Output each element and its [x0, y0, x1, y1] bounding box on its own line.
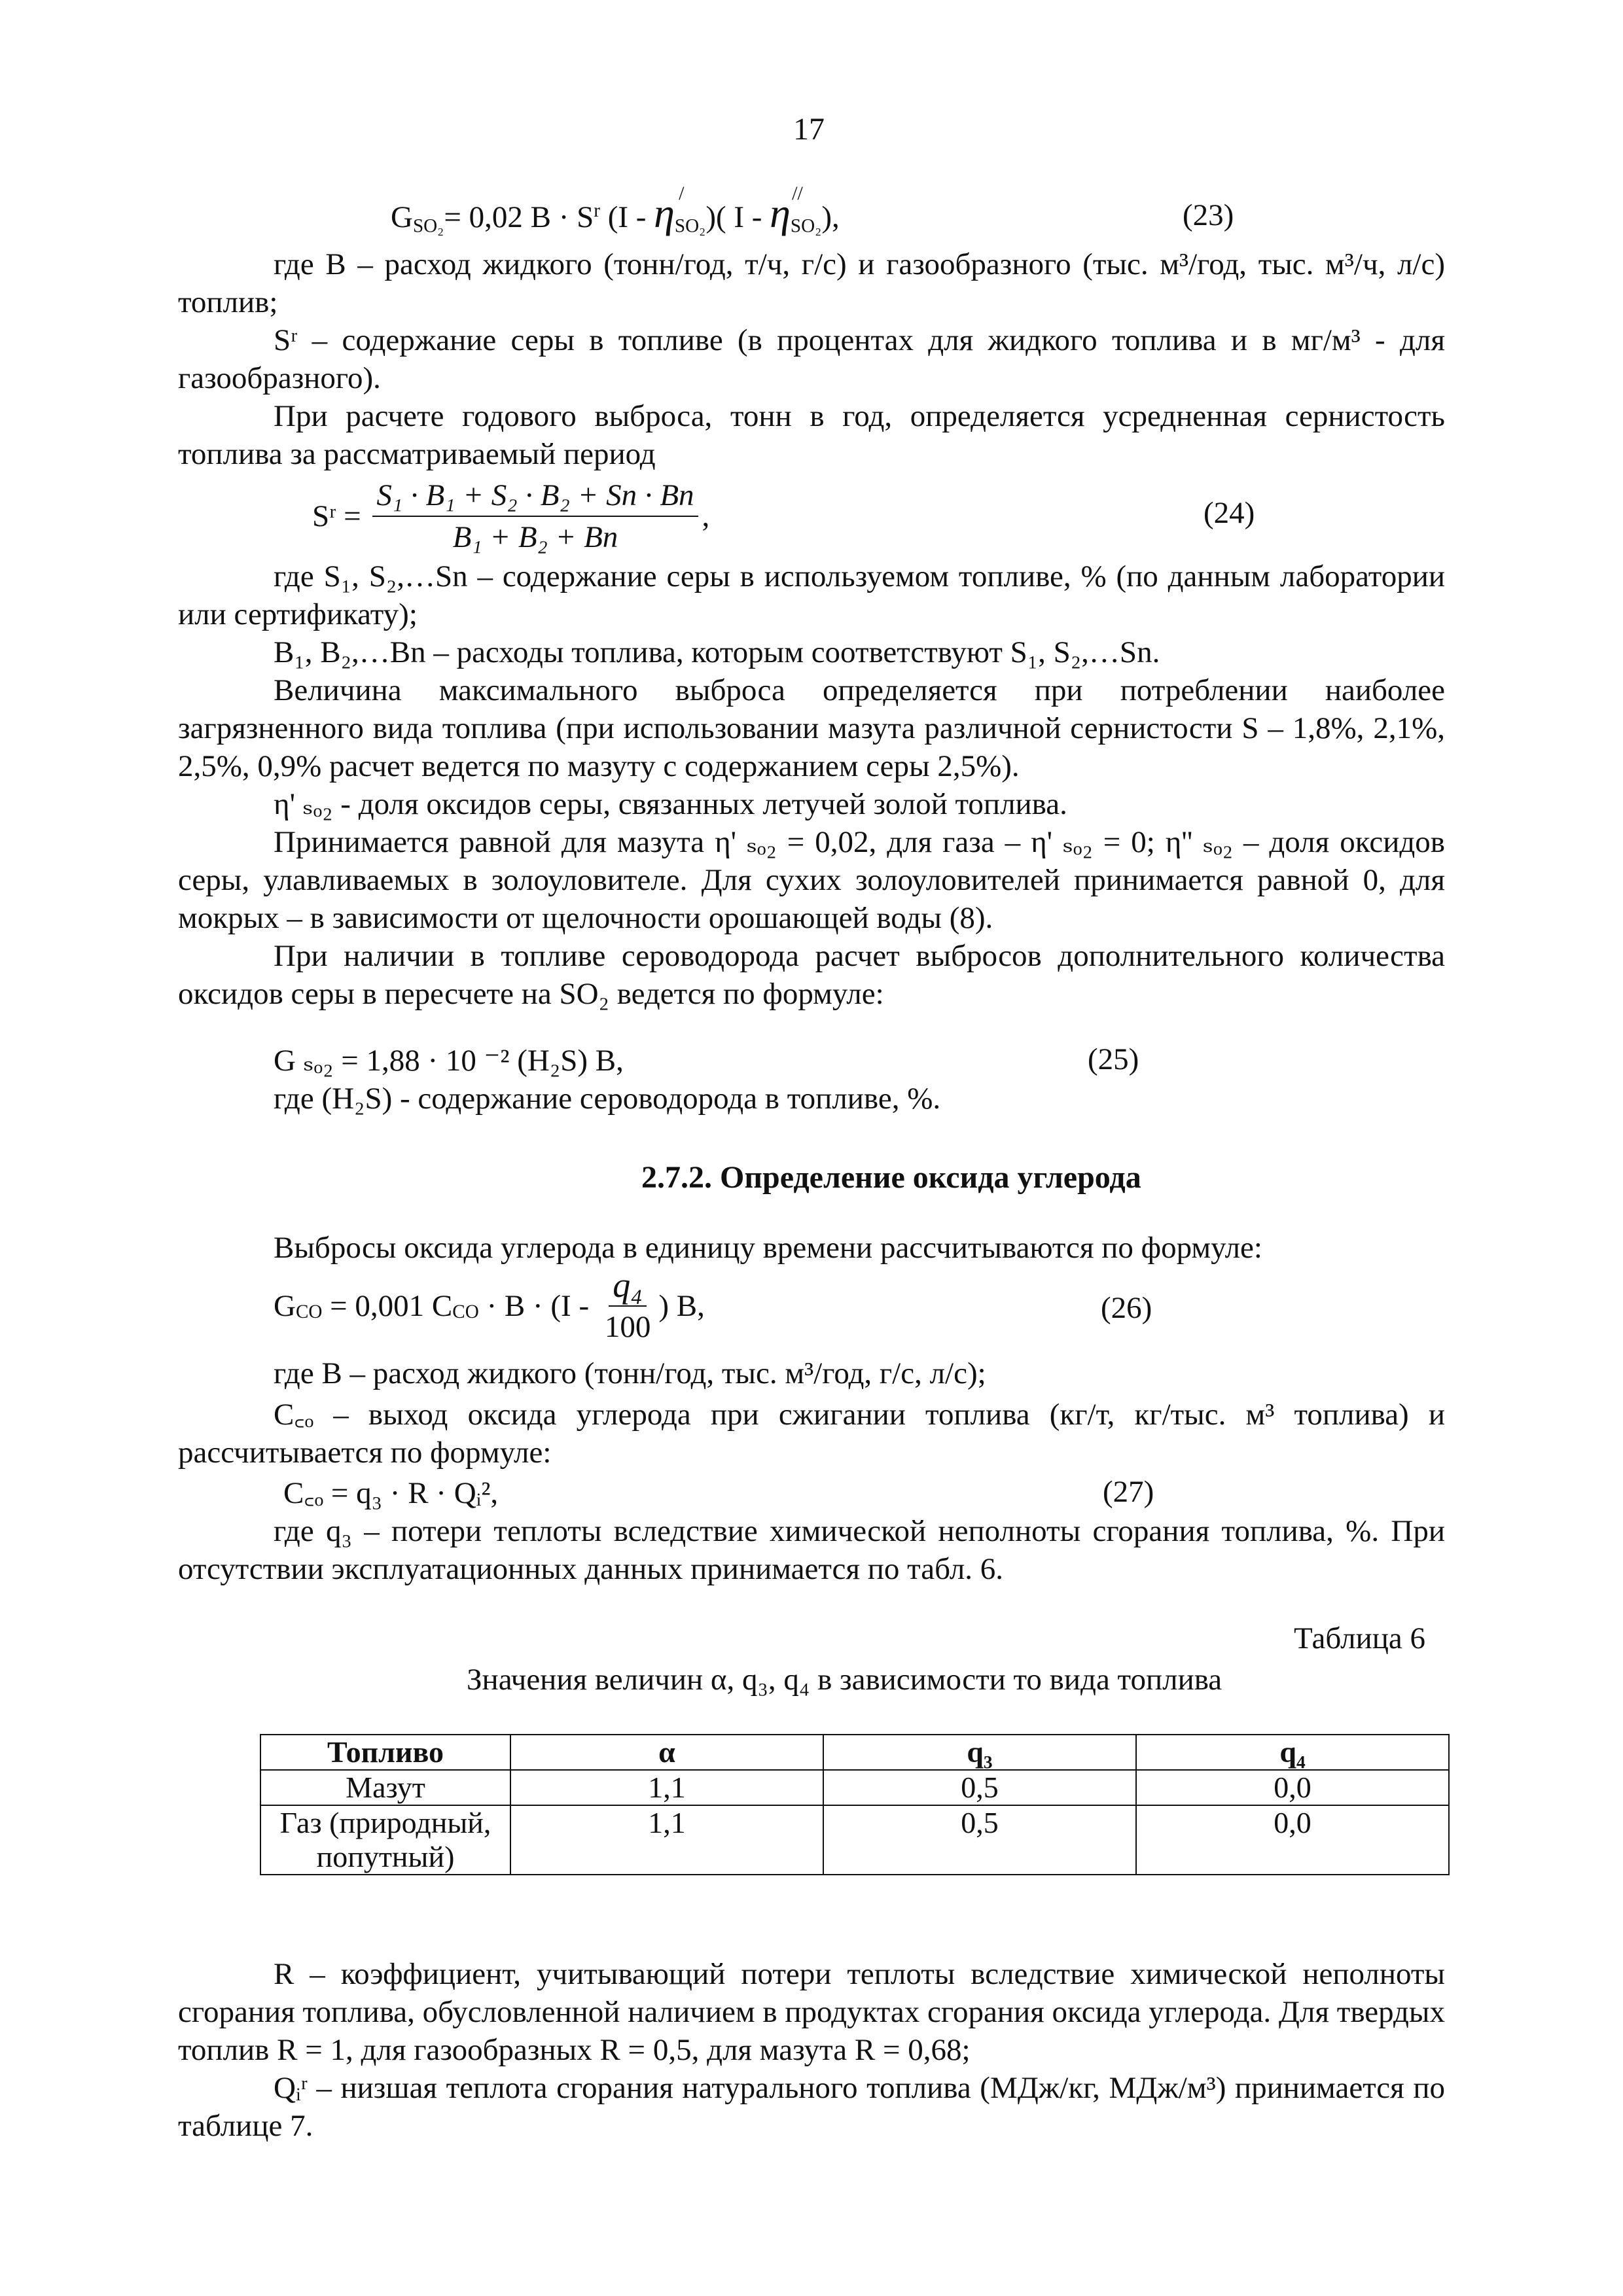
table-cell: 0,5: [823, 1805, 1136, 1875]
paragraph-3: При расчете годового выброса, тонн в год, определяется усредненная сернистость топлива за рассматриваемый период: [178, 399, 1445, 471]
paragraph-6: Величина максимального выброса определяется при потреблении наиболее загрязненного вида топлива (при использовании мазута различной сернистости S – 1,8%, 2,1%, 2,5%, 0,9% расчет ведется по мазуту с содержанием серы 2,5%).: [178, 673, 1445, 783]
section-heading: 2.7.2. Определение оксида углерода: [641, 1160, 1141, 1195]
table-cell: Мазут: [260, 1770, 510, 1805]
paragraph-16: Qᵢʳ – низшая теплота сгорания натурального топлива (МДж/кг, МДж/м³) принимается по таблице 7.: [178, 2071, 1445, 2143]
equation-25: G ₛₒ₂ = 1,88 · 10 ⁻² (H₂S) B,: [274, 1044, 624, 1078]
table-label: Таблица 6: [1294, 1621, 1426, 1655]
paragraph-7: η' ₛₒ₂ - доля оксидов серы, связанных летучей золой топлива.: [274, 787, 1067, 821]
equation-26: $G_{CO} = 0,001$ $C_{CO} \cdot B \cdot (I$ - $\frac{\text{q₄}}{100}$ ) B,: [274, 1266, 705, 1346]
fraction: $\frac{\text{S₁ · B₁ + S₂ · B₂ + Sn · Bn}}{\text{B₁ + B₂ + Bn}}$: [372, 476, 698, 556]
equation-27-number: (27): [1103, 1475, 1154, 1509]
paragraph-2: Sʳ – содержание серы в топливе (в процентах для жидкого топлива и в мг/м³ - для газообразного).: [178, 323, 1445, 395]
paragraph-14: где q₃ – потери теплоты вследствие химической неполноты сгорания топлива, %. При отсутствии эксплуатационных данных принимается по табл. 6.: [178, 1514, 1445, 1586]
paragraph-8: Принимается равной для мазута η' ₛₒ₂ = 0,02, для газа – η' ₛₒ₂ = 0; η'' ₛₒ₂ – доля оксидов серы, улавливаемых в золоуловителе. Для сухих золоуловителей принимается равной 0, для мокрых – в зависимости от щелочности орошающей воды (8).: [178, 825, 1445, 935]
paragraph-1: где B – расход жидкого (тонн/год, т/ч, г/с) и газообразного (тыс. м³/год, тыс. м³/ч, л/с) топлив;: [178, 247, 1445, 319]
table-row: [260, 1770, 1449, 1805]
page-number: 17: [793, 112, 825, 147]
table-cell: 0,0: [1136, 1805, 1449, 1875]
equation-23: $G_{SO_2}= 0,02$ $B \cdot S^r$ (I - / $\eta_{SO_2}$)( I - // $\eta_{SO_2}$),: [391, 183, 840, 237]
equation-23-number: (23): [1183, 198, 1234, 232]
paragraph-15: R – коэффициент, учитывающий потери теплоты вследствие химической неполноты сгорания топлива, обусловленной наличием в продуктах сгорания оксида углерода. Для твердых топлив R = 1, для газообразных R = 0,5, для мазута R = 0,68;: [178, 1957, 1445, 2067]
table-cell: 0,0: [1136, 1770, 1449, 1805]
table-header-row: [260, 1735, 1449, 1770]
table-cell: 1,1: [510, 1770, 823, 1805]
table-cell: 0,5: [823, 1770, 1136, 1805]
paragraph-11: Выбросы оксида углерода в единицу времени рассчитываются по формуле:: [274, 1231, 1262, 1265]
equation-25-number: (25): [1088, 1042, 1139, 1076]
paragraph-13: C꜀ₒ – выход оксида углерода при сжигании топлива (кг/т, кг/тыс. м³ топлива) и рассчитывается по формуле:: [178, 1398, 1445, 1470]
paragraph-9: При наличии в топливе сероводорода расчет выбросов дополнительного количества оксидов серы в пересчете на SO₂ ведется по формуле:: [178, 939, 1445, 1011]
column-header: Топливо: [260, 1735, 510, 1770]
equation-24: Sʳ = $\frac{\text{S₁ · B₁ + S₂ · B₂ + Sn · Bn}}{\text{B₁ + B₂ + Bn}}$ ,: [312, 476, 709, 556]
paragraph-5: B₁, B₂,…Bn – расходы топлива, которым соответствуют S₁, S₂,…Sn.: [274, 635, 1160, 669]
table-cell: Газ (природный, попутный): [260, 1805, 510, 1875]
data-table: [260, 1734, 1450, 1875]
paragraph-10: где (H₂S) - содержание сероводорода в топливе, %.: [274, 1082, 941, 1116]
equation-24-number: (24): [1204, 496, 1255, 530]
fraction: $\frac{\text{q₄}}{100}$: [604, 1265, 651, 1344]
table-row: [260, 1805, 1449, 1875]
table-cell: 1,1: [510, 1805, 823, 1875]
column-header: q₄: [1136, 1735, 1449, 1770]
paragraph-12: где B – расход жидкого (тонн/год, тыс. м³/год, г/с, л/с);: [274, 1356, 986, 1390]
column-header: α: [510, 1735, 823, 1770]
column-header: q₃: [823, 1735, 1136, 1770]
paragraph-4: где S₁, S₂,…Sn – содержание серы в используемом топливе, % (по данным лаборатории или сертификату);: [178, 559, 1445, 631]
table-caption: Значения величин α, q₃, q₄ в зависимости то вида топлива: [467, 1663, 1222, 1697]
equation-26-number: (26): [1101, 1291, 1152, 1325]
equation-27: C꜀ₒ = q₃ · R · Qᵢ²,: [283, 1476, 499, 1510]
